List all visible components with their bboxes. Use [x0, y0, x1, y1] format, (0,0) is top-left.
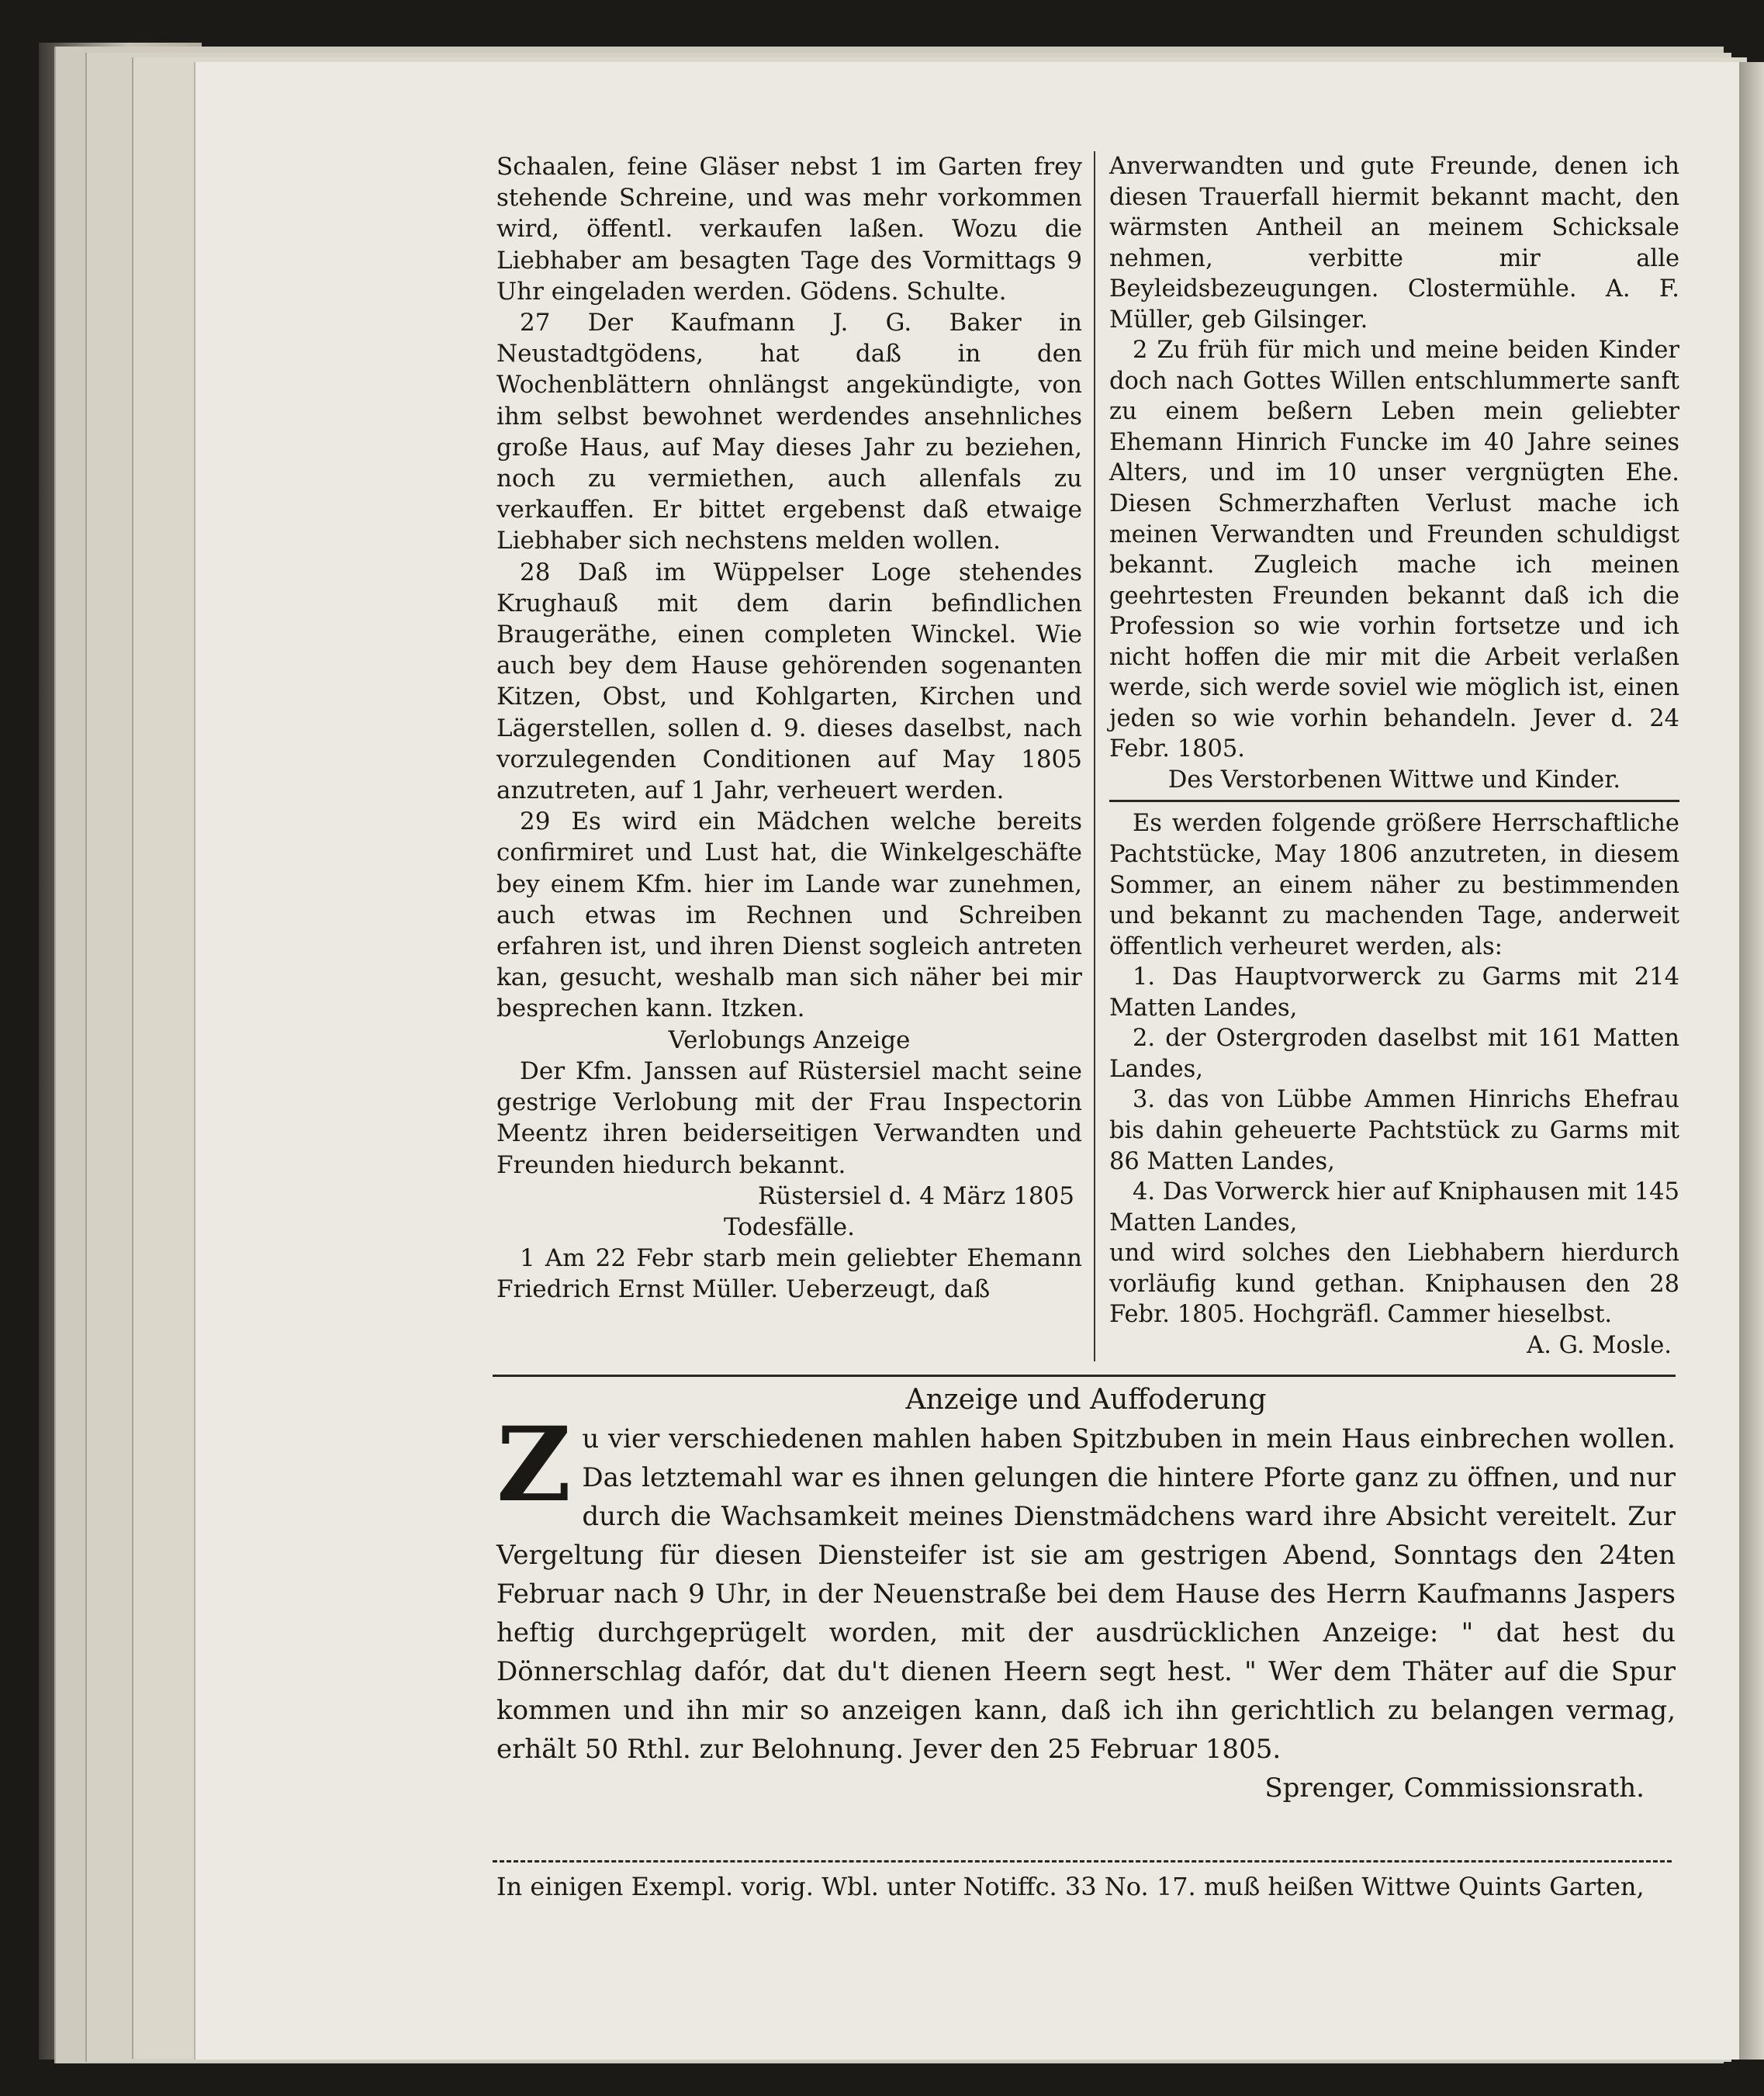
notice-section	[496, 1381, 1676, 1807]
notice-dropcap: Z	[496, 1405, 572, 1525]
left-para-5: Der Kfm. Janssen auf Rüstersiel macht seine gestrige Verlobung mit der Frau Inspectorin Meentz ihren beiderseitigen Verwandten und Freunden hiedurch bekannt.	[496, 1057, 1082, 1179]
erratum-line: In einigen Exempl. vorig. Wbl. unter Notiffc. 33 No. 17. muß heißen Wittwe Quints Garten,	[496, 1872, 1645, 1901]
section-rule	[1109, 800, 1679, 802]
left-dateline: Rüstersiel d. 4 März 1805	[757, 1181, 1074, 1210]
right-para-1: 2 Zu früh für mich und meine beiden Kinder doch nach Gottes Willen entschlummerte sanft zu einem beßern Leben mein geliebter Ehemann Hinrich Funcke im 40 Jahre seines Alters, und im 10 unser vergnügten Ehe. Diesen Schmerzhaften Verlust mache ich meinen Verwandten und Freunden schuldigst bekannt. Zugleich mache ich meinen geehrtesten Freunden bekannt daß ich die Profession so wie vorhin fortsetze und ich nicht hoffen die mir mit die Arbeit verlaßen werde, sich werde soviel wie möglich ist, einen jeden so wie vorhin behandeln. Jever d. 24 Febr. 1805.	[1109, 337, 1679, 763]
notice-top-rule	[493, 1375, 1676, 1377]
right-item-4: 4. Das Vorwerck hier auf Kniphausen mit 145 Matten Landes,	[1109, 1178, 1679, 1237]
left-para-8: 1 Am 22 Febr starb mein geliebter Ehemann Friedrich Ernst Müller. Ueberzeugt, daß	[496, 1244, 1082, 1304]
left-para-3: 29 Es wird ein Mädchen welche bereits confirmiret und Lust hat, die Winkelgeschäfte bey einem Kfm. hier im Lande war zunehmen, auch etwas im Rechnen und Schreiben erfahren ist, und ihren Dienst sogleich antreten kan, gesucht, weshalb man sich näher bei mir besprechen kann. Itzken.	[496, 808, 1082, 1023]
left-heading-deaths: Todesfälle.	[723, 1212, 856, 1241]
erratum-rule	[493, 1860, 1672, 1863]
right-item-3: 3. das von Lübbe Ammen Hinrichs Ehefrau bis dahin geheuerte Pachtstück zu Garms mit 86 Matten Landes,	[1109, 1086, 1679, 1175]
right-para-0: Anverwandten und gute Freunde, denen ich diesen Trauerfall hiermit bekannt macht, den wärmsten Antheil an meinem Schicksale nehmen, verbitte mir alle Beyleidsbezeugungen. Clostermühle. A. F. Müller, geb Gilsinger.	[1109, 153, 1679, 334]
notice-signature: Sprenger, Commissionsrath.	[1264, 1773, 1645, 1804]
right-para-3: Es werden folgende größere Herrschaftliche Pachtstücke, May 1806 anzutreten, in diesem Sommer, an einem näher zu bestimmenden und bekannt zu machenden Tage, anderweit öffentlich verheuret werden, als:	[1109, 810, 1679, 960]
left-heading-engagement: Verlobungs Anzeige	[668, 1026, 911, 1054]
left-column	[496, 151, 1082, 1306]
notice-body: u vier verschiedenen mahlen haben Spitzbuben in mein Haus einbrechen wollen. Das letztemahl war es ihnen gelungen die hintere Pforte ganz zu öffnen, und nur durch die Wachsamkeit meines Dienstmädchens ward ihre Absicht vereitelt. Zur Vergeltung für diesen Diensteifer ist sie am gestrigen Abend, Sonntags den 24ten Februar nach 9 Uhr, in der Neuenstraße bei dem Hause des Herrn Kaufmanns Jaspers heftig durchgeprügelt worden, mit der ausdrücklichen Anzeige: " dat hest du Dönnerschlag dafór, dat du't dienen Heern segt hest. " Wer dem Thäter auf die Spur kommen und ihn mir so anzeigen kann, daß ich ihn gerichtlich zu belangen vermag, erhält 50 Rthl. zur Belohnung. Jever den 25 Februar 1805.	[496, 1423, 1676, 1765]
left-para-1: 27 Der Kaufmann J. G. Baker in Neustadtgödens, hat daß in den Wochenblättern ohnlängst angekündigte, von ihm selbst bewohnet werdendes ansehnliches große Haus, auf May dieses Jahr zu beziehen, noch zu vermiethen, auch allenfals zu verkauffen. Er bittet ergebenst daß etwaige Liebhaber sich nechstens melden wollen.	[496, 309, 1082, 555]
right-item-2: 2. der Ostergroden daselbst mit 161 Matten Landes,	[1109, 1025, 1679, 1083]
left-para-2: 28 Daß im Wüppelser Loge stehendes Krughauß mit dem darin befindlichen Braugeräthe, einen completen Winckel. Wie auch bey dem Hause gehörenden sogenanten Kitzen, Obst, und Kohlgarten, Kirchen und Lägerstellen, sollen d. 9. dieses daselbst, nach vorzulegenden Conditionen auf May 1805 anzutreten, auf 1 Jahr, verheuert werden.	[496, 558, 1082, 805]
right-item-1: 1. Das Hauptvorwerck zu Garms mit 214 Matten Landes,	[1109, 963, 1679, 1022]
right-signature-mosle: A. G. Mosle.	[1527, 1331, 1672, 1359]
right-signature-widow: Des Verstorbenen Wittwe und Kinder.	[1167, 766, 1621, 794]
facing-page-edge	[1738, 62, 1764, 2060]
left-para-0: Schaalen, feine Gläser nebst 1 im Garten frey stehende Schreine, und was mehr vorkommen wird, öffentl. verkaufen laßen. Wozu die Liebhaber am besagten Tage des Vormittags 9 Uhr eingeladen werden. Gödens. Schulte.	[496, 153, 1082, 306]
right-para-8: und wird solches den Liebhabern hierdurch vorläufig kund gethan. Kniphausen den 28 Febr. 1805. Hochgräfl. Cammer hieselbst.	[1109, 1240, 1679, 1329]
notice-heading: Anzeige und Auffoderung	[905, 1384, 1267, 1416]
right-column	[1109, 151, 1679, 1361]
column-divider	[1094, 151, 1095, 1361]
